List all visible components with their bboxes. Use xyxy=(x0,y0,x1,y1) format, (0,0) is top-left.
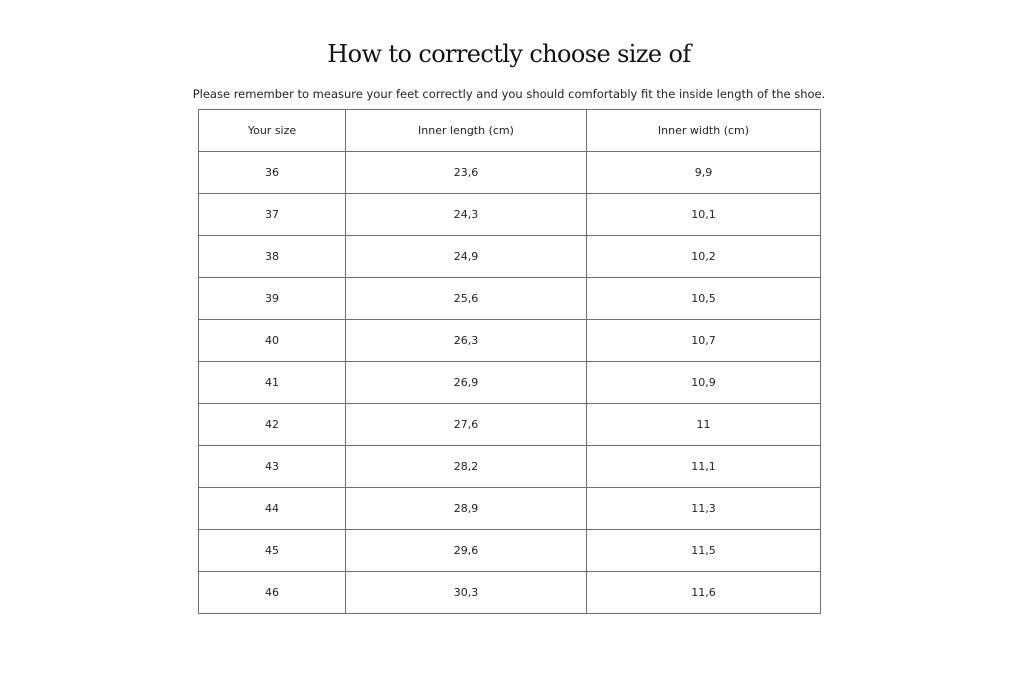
cell-inner-length: 26,3 xyxy=(346,320,587,362)
table-row xyxy=(199,236,821,278)
cell-inner-width: 11,3 xyxy=(587,488,821,530)
cell-inner-width: 11 xyxy=(587,404,821,446)
header-your-size: Your size xyxy=(199,110,346,152)
cell-inner-length: 27,6 xyxy=(346,404,587,446)
cell-inner-length: 26,9 xyxy=(346,362,587,404)
cell-inner-width: 9,9 xyxy=(587,152,821,194)
cell-inner-length: 24,3 xyxy=(346,194,587,236)
cell-inner-width: 11,5 xyxy=(587,530,821,572)
cell-size: 39 xyxy=(199,278,346,320)
cell-inner-length: 24,9 xyxy=(346,236,587,278)
cell-inner-width: 10,7 xyxy=(587,320,821,362)
cell-size: 40 xyxy=(199,320,346,362)
cell-inner-width: 10,5 xyxy=(587,278,821,320)
cell-inner-width: 10,1 xyxy=(587,194,821,236)
cell-inner-width: 10,2 xyxy=(587,236,821,278)
size-chart-table xyxy=(198,109,821,614)
cell-size: 46 xyxy=(199,572,346,614)
table-row xyxy=(199,362,821,404)
cell-size: 42 xyxy=(199,404,346,446)
page-title: How to correctly choose size of xyxy=(327,40,691,68)
table-row xyxy=(199,488,821,530)
cell-inner-length: 28,2 xyxy=(346,446,587,488)
cell-inner-length: 29,6 xyxy=(346,530,587,572)
table-row xyxy=(199,278,821,320)
cell-size: 45 xyxy=(199,530,346,572)
table-row xyxy=(199,194,821,236)
table-header-row xyxy=(199,110,821,152)
cell-inner-width: 10,9 xyxy=(587,362,821,404)
cell-size: 43 xyxy=(199,446,346,488)
table-row xyxy=(199,152,821,194)
cell-inner-length: 28,9 xyxy=(346,488,587,530)
cell-size: 37 xyxy=(199,194,346,236)
cell-size: 44 xyxy=(199,488,346,530)
header-inner-length: Inner length (cm) xyxy=(346,110,587,152)
table-row xyxy=(199,572,821,614)
page-subtitle: Please remember to measure your feet correctly and you should comfortably fit the inside length of the shoe. xyxy=(192,87,826,101)
table-row xyxy=(199,446,821,488)
table-row xyxy=(199,320,821,362)
cell-inner-width: 11,1 xyxy=(587,446,821,488)
header-inner-width: Inner width (cm) xyxy=(587,110,821,152)
cell-inner-width: 11,6 xyxy=(587,572,821,614)
cell-inner-length: 25,6 xyxy=(346,278,587,320)
cell-size: 41 xyxy=(199,362,346,404)
table-row xyxy=(199,404,821,446)
cell-size: 36 xyxy=(199,152,346,194)
cell-size: 38 xyxy=(199,236,346,278)
table-row xyxy=(199,530,821,572)
cell-inner-length: 23,6 xyxy=(346,152,587,194)
cell-inner-length: 30,3 xyxy=(346,572,587,614)
